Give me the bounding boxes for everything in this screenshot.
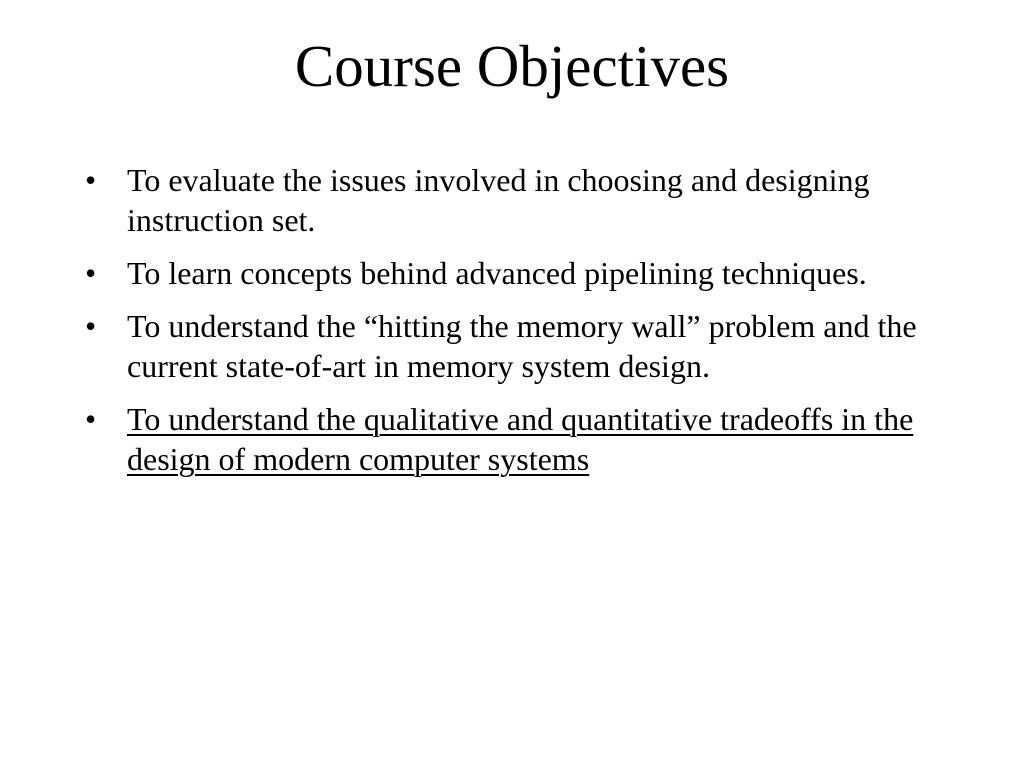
bullet-icon: • <box>85 308 97 344</box>
objective-text-2: To learn concepts behind advanced pipelining techniques. <box>127 255 867 291</box>
bullet-icon: • <box>85 162 97 198</box>
objective-text-1: To evaluate the issues involved in choosing and designing instruction set. <box>127 162 870 238</box>
objective-item-3 <box>0 306 1024 386</box>
objective-item-1 <box>0 160 1024 240</box>
bullet-icon: • <box>85 401 97 437</box>
objective-item-2 <box>0 253 1024 293</box>
objective-text-3: To understand the “hitting the memory wall” problem and the current state-of-art in memory system design. <box>127 308 917 384</box>
objectives-list <box>0 160 1024 492</box>
objective-item-4 <box>0 399 1024 479</box>
bullet-icon: • <box>85 255 97 291</box>
objective-text-4: To understand the qualitative and quantitative tradeoffs in the design of modern computer systems <box>127 401 914 477</box>
slide-title: Course Objectives <box>294 33 730 99</box>
